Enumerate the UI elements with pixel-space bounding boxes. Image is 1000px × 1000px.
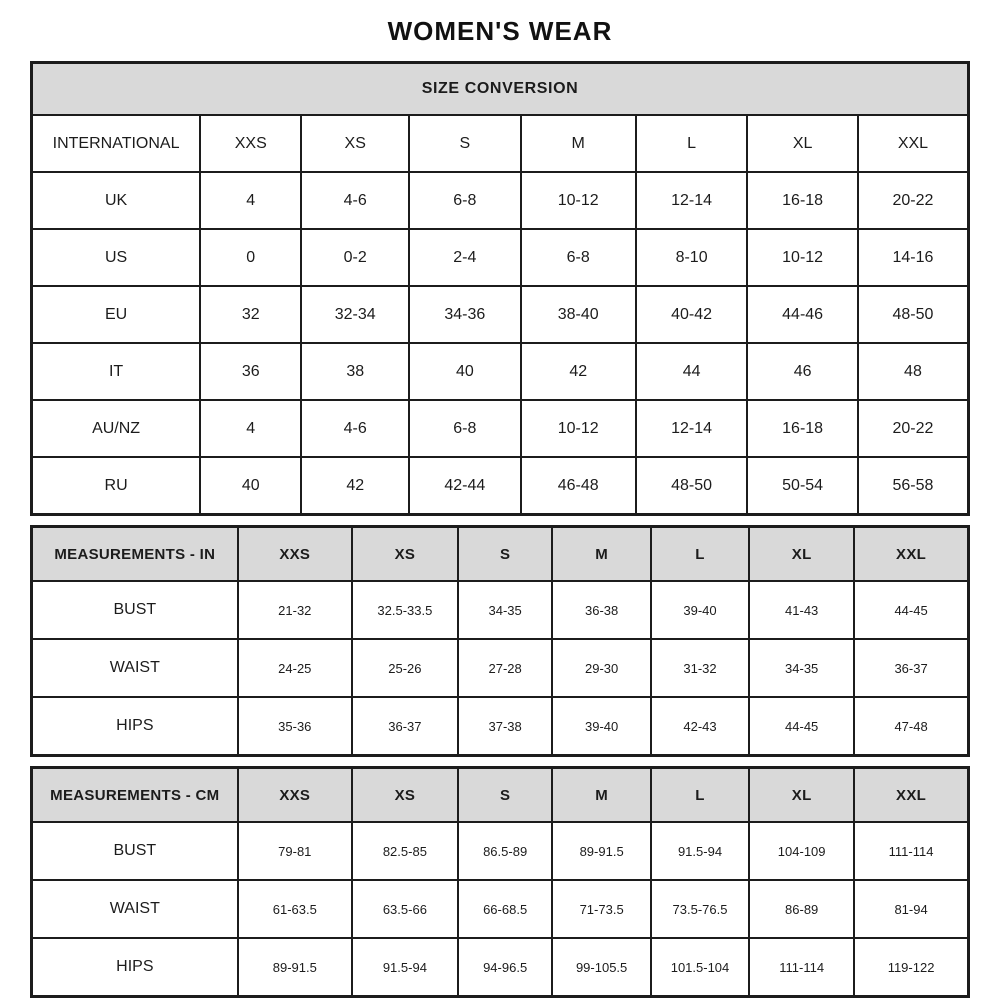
measurements-cm-table [30,766,970,998]
size-cell: 42 [521,343,636,400]
in-size-header-xs: XS [352,527,458,582]
size-cell: 40 [409,343,521,400]
measurement-cell: 39-40 [651,581,749,639]
size-cell: 42-44 [409,457,521,515]
measurement-cell: 21-32 [238,581,352,639]
size-cell: 38 [301,343,409,400]
table-row [32,457,969,515]
cm-size-header-xs: XS [352,768,458,823]
in-size-header-s: S [458,527,553,582]
region-label-it: IT [32,343,201,400]
measurement-cell: 32.5-33.5 [352,581,458,639]
table-row [32,697,969,756]
cm-size-header-m: M [552,768,650,823]
measurement-cell: 79-81 [238,822,352,880]
size-cell: 38-40 [521,286,636,343]
size-cell: 40-42 [636,286,748,343]
region-label-ru: RU [32,457,201,515]
measurement-cell: 119-122 [854,938,968,997]
measurement-cell: 86-89 [749,880,854,938]
measurement-cell: 27-28 [458,639,553,697]
in-size-header-m: M [552,527,650,582]
measurements-cm-title: MEASUREMENTS - CM [32,768,238,823]
measurement-cell: 29-30 [552,639,650,697]
measurement-cell: 91.5-94 [352,938,458,997]
cm-size-header-xxs: XXS [238,768,352,823]
size-cell: 8-10 [636,229,748,286]
measurement-cell: 111-114 [749,938,854,997]
measurement-cell: 36-37 [352,697,458,756]
table-row [32,286,969,343]
measurement-cell: 89-91.5 [238,938,352,997]
size-header-m: M [521,115,636,172]
size-cell: 50-54 [747,457,858,515]
measurement-cell: 86.5-89 [458,822,553,880]
measurement-cell: 81-94 [854,880,968,938]
size-cell: 36 [200,343,301,400]
table-row [32,822,969,880]
table-row [32,639,969,697]
size-cell: 32-34 [301,286,409,343]
region-label-uk: UK [32,172,201,229]
measurement-cell: 71-73.5 [552,880,650,938]
international-header-cell: INTERNATIONAL [32,115,201,172]
size-cell: 14-16 [858,229,969,286]
in-size-header-l: L [651,527,749,582]
measurement-cell: 36-37 [854,639,968,697]
region-label-eu: EU [32,286,201,343]
size-cell: 46-48 [521,457,636,515]
size-cell: 0 [200,229,301,286]
region-label-aunz: AU/NZ [32,400,201,457]
measurement-cell: 99-105.5 [552,938,650,997]
cm-row-label-bust: BUST [32,822,238,880]
measurement-cell: 44-45 [749,697,854,756]
size-header-s: S [409,115,521,172]
cm-size-header-xl: XL [749,768,854,823]
size-cell: 6-8 [409,400,521,457]
international-header-row [32,115,969,172]
table-gap [30,757,970,766]
measurement-cell: 94-96.5 [458,938,553,997]
measurements-cm-header-row [32,768,969,823]
size-cell: 34-36 [409,286,521,343]
measurement-cell: 66-68.5 [458,880,553,938]
table-gap [30,516,970,525]
cm-row-label-hips: HIPS [32,938,238,997]
in-row-label-waist: WAIST [32,639,238,697]
cm-row-label-waist: WAIST [32,880,238,938]
measurement-cell: 44-45 [854,581,968,639]
size-cell: 40 [200,457,301,515]
size-cell: 20-22 [858,400,969,457]
measurement-cell: 34-35 [749,639,854,697]
size-conversion-table [30,61,970,516]
table-row [32,229,969,286]
cm-size-header-xxl: XXL [854,768,968,823]
size-cell: 10-12 [521,172,636,229]
size-cell: 4 [200,400,301,457]
page-title: WOMEN'S WEAR [387,16,613,46]
size-cell: 44-46 [747,286,858,343]
size-header-xl: XL [747,115,858,172]
size-cell: 46 [747,343,858,400]
in-size-header-xl: XL [749,527,854,582]
measurement-cell: 35-36 [238,697,352,756]
measurement-cell: 82.5-85 [352,822,458,880]
measurement-cell: 31-32 [651,639,749,697]
size-cell: 10-12 [747,229,858,286]
size-cell: 44 [636,343,748,400]
table-row [32,172,969,229]
size-cell: 4-6 [301,400,409,457]
measurement-cell: 63.5-66 [352,880,458,938]
size-cell: 42 [301,457,409,515]
size-cell: 56-58 [858,457,969,515]
size-cell: 16-18 [747,172,858,229]
measurement-cell: 47-48 [854,697,968,756]
cm-size-header-s: S [458,768,553,823]
in-row-label-bust: BUST [32,581,238,639]
in-size-header-xxs: XXS [238,527,352,582]
size-header-xxl: XXL [858,115,969,172]
measurements-in-title: MEASUREMENTS - IN [32,527,238,582]
measurement-cell: 37-38 [458,697,553,756]
size-cell: 6-8 [409,172,521,229]
size-cell: 10-12 [521,400,636,457]
size-cell: 2-4 [409,229,521,286]
size-header-xxs: XXS [200,115,301,172]
measurement-cell: 73.5-76.5 [651,880,749,938]
size-cell: 16-18 [747,400,858,457]
size-cell: 4 [200,172,301,229]
size-cell: 12-14 [636,400,748,457]
measurement-cell: 61-63.5 [238,880,352,938]
size-cell: 48 [858,343,969,400]
measurement-cell: 24-25 [238,639,352,697]
size-conversion-title: SIZE CONVERSION [32,63,969,116]
size-cell: 48-50 [636,457,748,515]
table-row [32,343,969,400]
table-row [32,938,969,997]
size-cell: 0-2 [301,229,409,286]
measurement-cell: 25-26 [352,639,458,697]
size-cell: 20-22 [858,172,969,229]
in-row-label-hips: HIPS [32,697,238,756]
size-cell: 32 [200,286,301,343]
size-conversion-banner-row [32,63,969,116]
measurement-cell: 42-43 [651,697,749,756]
measurement-cell: 34-35 [458,581,553,639]
measurements-in-header-row [32,527,969,582]
measurement-cell: 89-91.5 [552,822,650,880]
measurements-in-table [30,525,970,757]
measurement-cell: 101.5-104 [651,938,749,997]
size-header-xs: XS [301,115,409,172]
table-row [32,880,969,938]
table-row [32,400,969,457]
measurement-cell: 111-114 [854,822,968,880]
measurement-cell: 36-38 [552,581,650,639]
measurement-cell: 91.5-94 [651,822,749,880]
region-label-us: US [32,229,201,286]
measurement-cell: 104-109 [749,822,854,880]
cm-size-header-l: L [651,768,749,823]
size-cell: 12-14 [636,172,748,229]
in-size-header-xxl: XXL [854,527,968,582]
measurement-cell: 39-40 [552,697,650,756]
measurement-cell: 41-43 [749,581,854,639]
size-cell: 48-50 [858,286,969,343]
size-cell: 4-6 [301,172,409,229]
size-cell: 6-8 [521,229,636,286]
table-row [32,581,969,639]
size-header-l: L [636,115,748,172]
